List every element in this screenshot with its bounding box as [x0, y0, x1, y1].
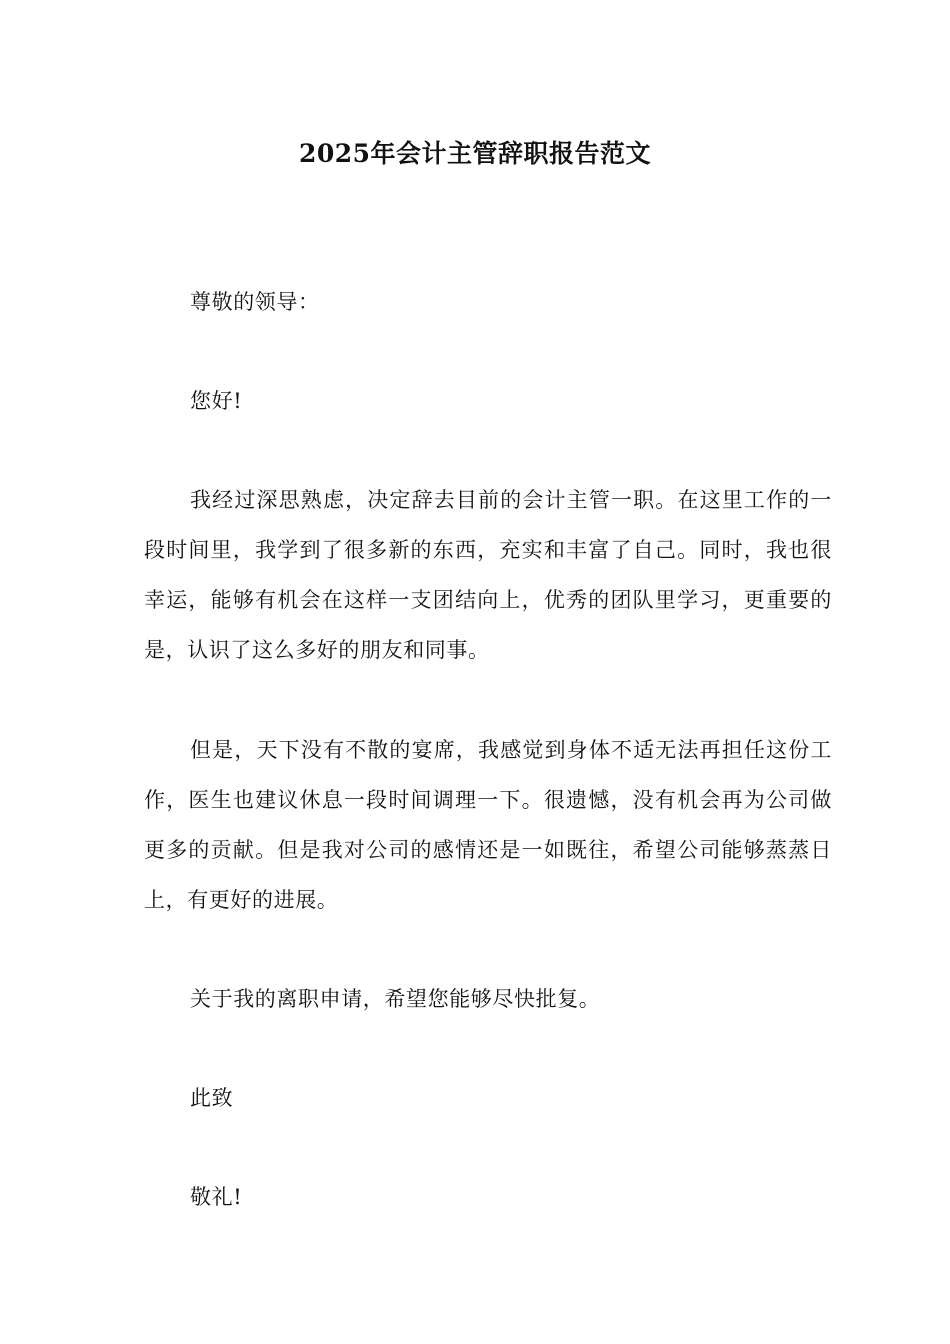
closing-regards: 敬礼! [190, 1185, 243, 1209]
body-paragraph: 但是，天下没有不散的宴席，我感觉到身体不适无法再担任这份工作，医生也建议休息一段时间调理一下。很遗憾，没有机会再为公司做更多的贡献。但是我对公司的感情还是一如既往，希望公司能够蒸蒸日上，有更好的进展。 [144, 738, 832, 912]
closing-line: 此致 [190, 1086, 234, 1110]
salutation: 尊敬的领导： [190, 290, 320, 314]
body-paragraph: 我经过深思熟虑，决定辞去目前的会计主管一职。在这里工作的一段时间里，我学到了很多新的东西，充实和丰富了自己。同时，我也很幸运，能够有机会在这样一支团结向上，优秀的团队里学习，更重要的是，认识了这么多好的朋友和同事。 [144, 488, 832, 662]
request-paragraph: 关于我的离职申请，希望您能够尽快批复。 [190, 987, 601, 1011]
greeting: 您好! [190, 389, 243, 413]
document-title: 2025年会计主管辞职报告范文 [298, 139, 652, 168]
